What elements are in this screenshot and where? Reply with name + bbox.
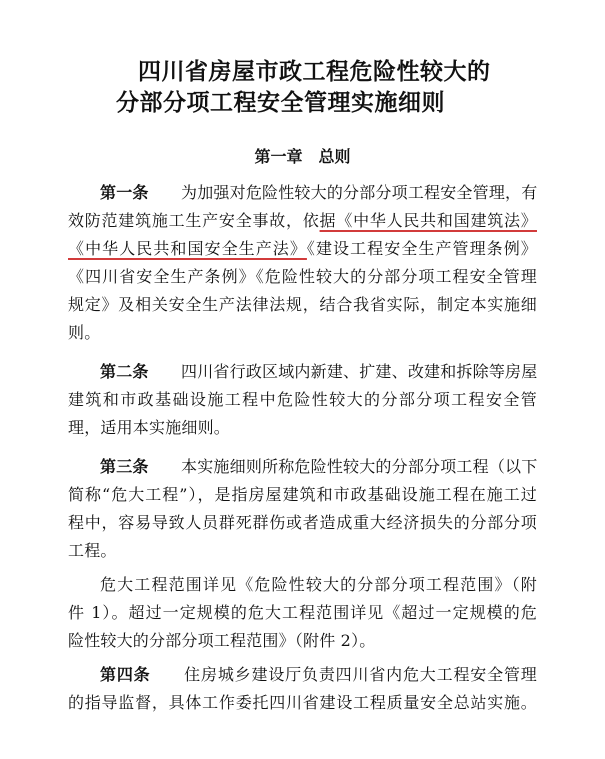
article-1-underlined-law-2: 《中华人民共和国安全生产法》	[68, 239, 307, 258]
article-4-text-line-1: 住房城乡建设厅负责四川省内危大工程安全管理	[184, 665, 537, 684]
article-3-para2-line-2: 件 1）。超过一定规模的危大工程范围详见《超过一定规模的危	[68, 603, 537, 622]
article-1-text-line-2-plain: 效防范建筑施工生产安全事故，依	[68, 211, 320, 230]
article-2-line-1	[100, 359, 537, 385]
article-4-label: 第四条	[100, 665, 151, 684]
article-4-line-1	[100, 662, 537, 688]
article-3-line-2: 简称“危大工程”），是指房屋建筑和市政基础设施工程在施工过	[68, 485, 537, 504]
article-3-para2-line-1: 危大工程范围详见《危险性较大的分部分项工程范围》（附	[100, 575, 537, 594]
article-1-line-4: 《四川省安全生产条例》《危险性较大的分部分项工程安全管理	[68, 267, 537, 286]
article-3-text-line-1: 本实施细则所称危险性较大的分部分项工程（以下	[181, 457, 538, 476]
article-2-line-2: 建筑和市政基础设施工程中危险性较大的分部分项工程安全管	[68, 390, 537, 409]
article-2-label: 第二条	[100, 362, 149, 381]
article-1-text-line-3-plain: 《建设工程安全生产管理条例》	[306, 239, 537, 258]
document-title-line-1: 四川省房屋市政工程危险性较大的	[138, 59, 491, 85]
article-1-line-1	[100, 180, 537, 206]
chapter-heading: 第一章 总则	[254, 147, 351, 166]
article-3-label: 第三条	[100, 457, 149, 476]
document-title-line-2: 分部分项工程安全管理实施细则	[116, 90, 445, 116]
article-4-line-2: 的指导监督，具体工作委托四川省建设工程质量安全总站实施。	[68, 693, 537, 712]
article-3-line-3: 程中，容易导致人员群死群伤或者造成重大经济损失的分部分项	[68, 513, 537, 532]
article-1-line-3	[68, 236, 537, 262]
article-1-line-2	[68, 208, 537, 234]
article-3-line-4: 工程。	[68, 541, 117, 560]
article-1-underlined-law-1: 据《中华人民共和国建筑法》	[319, 211, 537, 230]
article-1-label: 第一条	[100, 183, 149, 202]
article-1-line-6: 则。	[68, 323, 101, 342]
article-1-text-line-1: 为加强对危险性较大的分部分项工程安全管理，有	[181, 183, 538, 202]
article-3-line-1	[100, 454, 537, 480]
article-2-line-3: 理，适用本实施细则。	[68, 418, 231, 437]
article-2-text-line-1: 四川省行政区域内新建、扩建、改建和拆除等房屋	[181, 362, 538, 381]
article-1-line-5: 规定》及相关安全生产法律法规，结合我省实际，制定本实施细	[68, 295, 537, 314]
article-3-para2-line-3: 险性较大的分部分项工程范围》（附件 2）。	[68, 631, 376, 650]
